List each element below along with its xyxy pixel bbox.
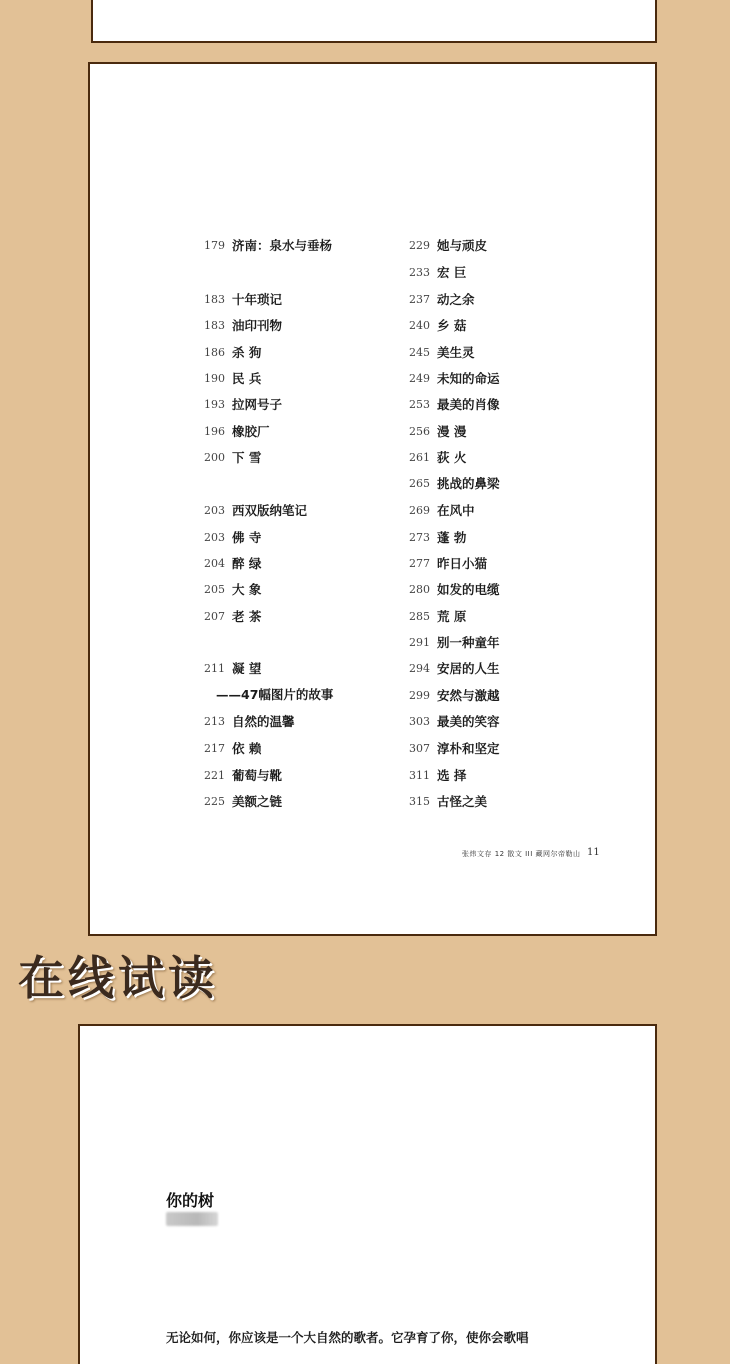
toc-entry-title: 选 择	[437, 767, 467, 783]
toc-entry-title: 如发的电缆	[437, 581, 500, 597]
toc-page-number: 196	[204, 424, 225, 438]
section-heading: 在线试读	[18, 951, 218, 1005]
toc-entry	[409, 709, 500, 733]
toc-entry	[409, 392, 500, 416]
toc-entry-title: 蓬 勃	[437, 529, 467, 545]
toc-entry-title: 别一种童年	[437, 634, 500, 650]
toc-entry	[409, 551, 487, 575]
toc-entry	[204, 656, 261, 680]
toc-page-number: 229	[409, 238, 430, 252]
toc-page-number: 203	[204, 503, 225, 517]
toc-page-number: 291	[409, 635, 430, 649]
toc-entry-title: 她与顽皮	[437, 237, 488, 253]
toc-entry	[204, 789, 282, 813]
toc-entry-title: 凝 望	[232, 660, 262, 676]
toc-entry-title: 橡胶厂	[232, 423, 270, 439]
toc-entry	[409, 233, 487, 257]
toc-page-number: 256	[409, 424, 430, 438]
toc-page-number: 237	[409, 292, 430, 306]
toc-page-number: 303	[409, 714, 430, 728]
toc-entry-title: 最美的笑容	[437, 713, 500, 729]
toc-entry	[409, 260, 466, 284]
toc-page-number: 245	[409, 345, 430, 359]
toc-page-number: 277	[409, 556, 430, 570]
toc-page-number: 269	[409, 503, 430, 517]
toc-entry	[409, 763, 466, 787]
toc-page-number: 205	[204, 582, 225, 596]
toc-entry	[204, 419, 270, 443]
toc-entry	[204, 551, 261, 575]
toc-entry	[204, 763, 282, 787]
toc-page-number: 183	[204, 318, 225, 332]
toc-page-number: 211	[204, 661, 225, 675]
toc-entry-title: 葡萄与靴	[232, 767, 283, 783]
toc-entry	[204, 525, 261, 549]
toc-entry	[204, 604, 261, 628]
toc-entry	[204, 287, 282, 311]
toc-entry	[204, 498, 307, 522]
toc-page-number: 261	[409, 450, 430, 464]
toc-entry-title: 西双版纳笔记	[232, 502, 308, 518]
toc-entry-title: 古怪之美	[437, 793, 488, 809]
toc-entry-title: 漫 漫	[437, 423, 467, 439]
toc-entry-title: 民 兵	[232, 370, 262, 386]
toc-entry	[204, 445, 261, 469]
toc-page-number: 233	[409, 265, 430, 279]
toc-entry	[409, 683, 500, 707]
footer-series-title: 张炜文存 12 散文 III 藏网尔帝勒山	[462, 850, 581, 858]
toc-entry	[204, 392, 282, 416]
toc-entry-title: 荒 原	[437, 608, 467, 624]
toc-entry-title: 淳朴和坚定	[437, 740, 500, 756]
toc-entry-title: 美生灵	[437, 344, 475, 360]
toc-entry-title: 乡 菇	[437, 317, 467, 333]
toc-page-number: 273	[409, 530, 430, 544]
toc-page-number: 204	[204, 556, 225, 570]
essay-first-line: 无论如何，你应该是一个大自然的歌者。它孕育了你，使你会歌唱	[166, 1330, 529, 1345]
toc-entry-title: 挑战的鼻梁	[437, 475, 500, 491]
toc-page-number: 179	[204, 238, 225, 252]
toc-page-number: 285	[409, 609, 430, 623]
author-name-redacted	[166, 1212, 218, 1226]
toc-page-number: 221	[204, 768, 225, 782]
toc-entry-title: 在风中	[437, 502, 475, 518]
toc-page-number: 240	[409, 318, 430, 332]
toc-entry-title: 佛 寺	[232, 529, 262, 545]
essay-title: 你的树	[166, 1191, 215, 1210]
toc-entry	[204, 313, 282, 337]
toc-entry	[409, 366, 500, 390]
toc-page-number: 299	[409, 688, 430, 702]
toc-entry-title: 油印刊物	[232, 317, 283, 333]
toc-entry-title: 美额之链	[232, 793, 283, 809]
toc-entry-title: 依 赖	[232, 740, 262, 756]
toc-entry-title: 醉 绿	[232, 555, 262, 571]
toc-page-number: 265	[409, 476, 430, 490]
toc-entry-title: 十年琐记	[232, 291, 283, 307]
previous-page-card	[91, 0, 657, 43]
toc-entry-title: 未知的命运	[437, 370, 500, 386]
toc-entry	[409, 525, 466, 549]
toc-entry	[409, 471, 500, 495]
toc-page-number: 193	[204, 397, 225, 411]
toc-entry-title: 杀 狗	[232, 344, 262, 360]
toc-entry	[409, 630, 500, 654]
toc-page-card	[88, 62, 657, 936]
toc-page-number: 207	[204, 609, 225, 623]
toc-entry-title: 动之余	[437, 291, 475, 307]
toc-page-number: 249	[409, 371, 430, 385]
toc-page-number: 217	[204, 741, 225, 755]
toc-page-number: 186	[204, 345, 225, 359]
toc-entry-title: 荻 火	[437, 449, 467, 465]
toc-entry	[204, 577, 261, 601]
toc-page-number: 294	[409, 661, 430, 675]
toc-entry	[409, 789, 487, 813]
toc-entry	[409, 604, 466, 628]
toc-entry	[409, 736, 500, 760]
toc-entry	[409, 577, 500, 601]
toc-entry-title: 大 象	[232, 581, 262, 597]
toc-page-number: 213	[204, 714, 225, 728]
toc-entry	[204, 736, 261, 760]
toc-subtitle: ——47幅图片的故事	[216, 687, 334, 702]
toc-page-number: 190	[204, 371, 225, 385]
preview-page-card	[78, 1024, 657, 1364]
toc-page-number: 307	[409, 741, 430, 755]
toc-entry	[204, 233, 332, 257]
footer-page-number: 11	[587, 847, 600, 858]
toc-entry	[409, 445, 466, 469]
toc-entry	[409, 313, 466, 337]
toc-entry	[409, 498, 475, 522]
toc-entry	[204, 709, 295, 733]
toc-entry-title: 最美的肖像	[437, 396, 500, 412]
toc-page-number: 200	[204, 450, 225, 464]
toc-entry	[409, 419, 466, 443]
toc-page-number: 183	[204, 292, 225, 306]
toc-page-number: 315	[409, 794, 430, 808]
toc-entry-title: 济南：泉水与垂杨	[232, 237, 333, 253]
toc-page-number: 280	[409, 582, 430, 596]
toc-entry	[204, 366, 261, 390]
toc-entry	[409, 656, 500, 680]
toc-entry-title: 宏 巨	[437, 264, 467, 280]
toc-entry-title: 安然与激越	[437, 687, 500, 703]
toc-page-number: 311	[409, 768, 430, 782]
toc-page-number: 203	[204, 530, 225, 544]
toc-entry	[409, 340, 475, 364]
toc-entry-title: 拉网号子	[232, 396, 283, 412]
toc-page-number: 225	[204, 794, 225, 808]
toc-entry	[204, 340, 261, 364]
toc-entry-title: 老 茶	[232, 608, 262, 624]
toc-entry-title: 昨日小猫	[437, 555, 488, 571]
toc-entry-title: 安居的人生	[437, 660, 500, 676]
toc-page-number: 253	[409, 397, 430, 411]
toc-entry	[409, 287, 475, 311]
toc-entry-title: 下 雪	[232, 449, 262, 465]
toc-entry-title: 自然的温馨	[232, 713, 295, 729]
